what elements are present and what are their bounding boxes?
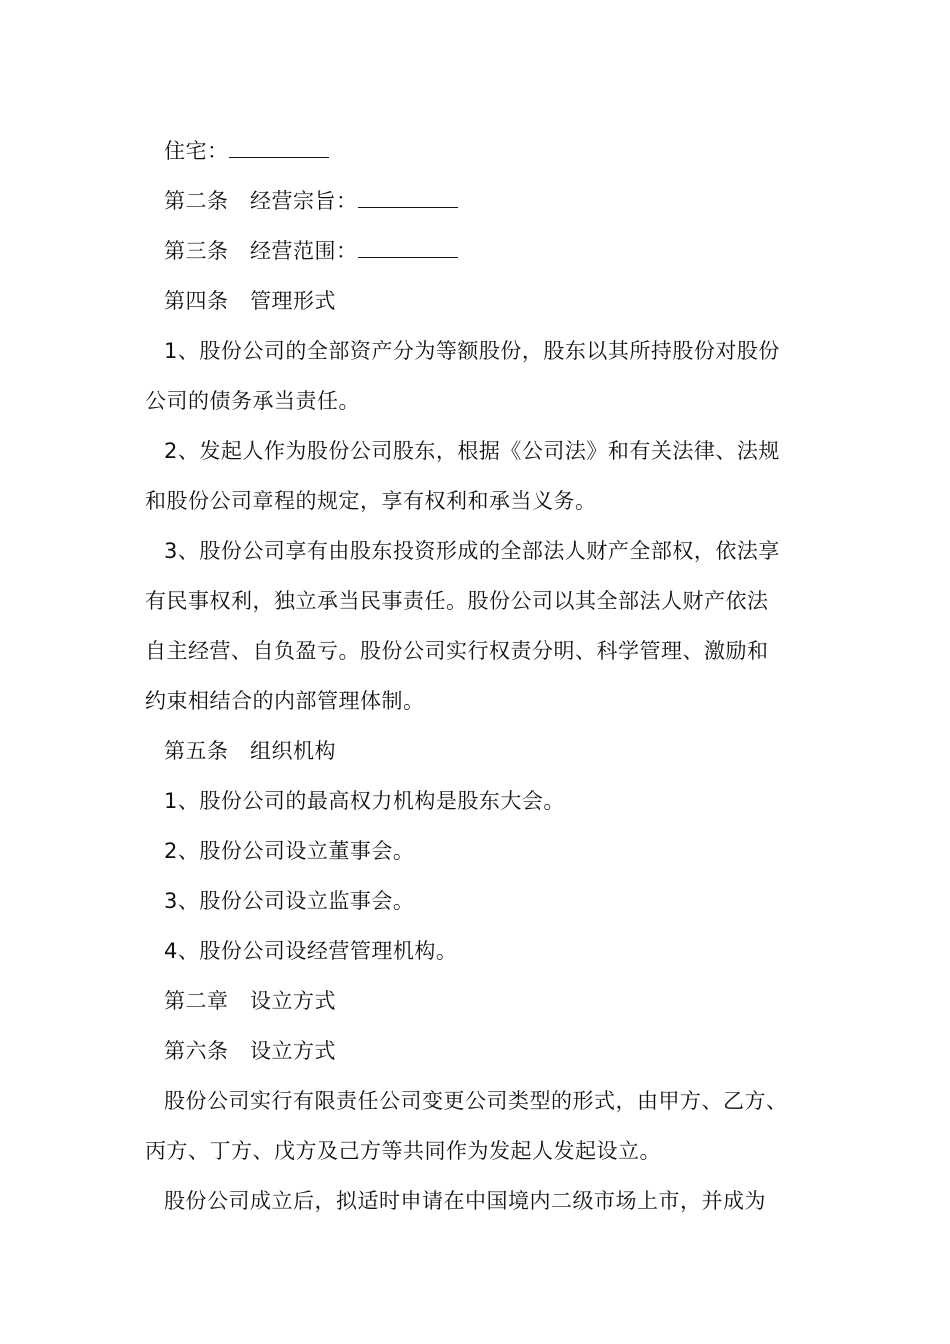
chapter-2-heading: 第二章 设立方式	[164, 989, 336, 1013]
article-2-line	[164, 186, 950, 216]
article-2-blank	[358, 187, 458, 208]
paragraph-line: 2、发起人作为股份公司股东，根据《公司法》和有关法律、法规	[164, 439, 780, 463]
paragraph-line: 公司的债务承当责任。	[145, 389, 360, 413]
residence-label: 住宅：	[164, 139, 229, 163]
list-item: 1、股份公司的最高权力机构是股东大会。	[164, 789, 565, 813]
paragraph-line: 自主经营、自负盈亏。股份公司实行权责分明、科学管理、激励和	[145, 639, 769, 663]
article-6-heading: 第六条 设立方式	[164, 1039, 336, 1063]
residence-blank	[229, 137, 329, 158]
residence-line	[164, 136, 950, 166]
article-3-label: 第三条 经营范围：	[164, 239, 358, 263]
list-item: 2、股份公司设立董事会。	[164, 839, 415, 863]
paragraph-line: 股份公司成立后，拟适时申请在中国境内二级市场上市，并成为	[164, 1189, 766, 1213]
paragraph-line: 有民事权利，独立承当民事责任。股份公司以其全部法人财产依法	[145, 589, 769, 613]
list-item: 3、股份公司设立监事会。	[164, 889, 415, 913]
paragraph-line: 1、股份公司的全部资产分为等额股份，股东以其所持股份对股份	[164, 339, 780, 363]
paragraph-line: 约束相结合的内部管理体制。	[145, 689, 425, 713]
paragraph-line: 丙方、丁方、戊方及己方等共同作为发起人发起设立。	[145, 1139, 661, 1163]
article-2-label: 第二条 经营宗旨：	[164, 189, 358, 213]
article-5-heading: 第五条 组织机构	[164, 739, 336, 763]
article-3-line	[164, 236, 950, 266]
article-3-blank	[358, 237, 458, 258]
article-4-heading: 第四条 管理形式	[164, 289, 336, 313]
paragraph-line: 3、股份公司享有由股东投资形成的全部法人财产全部权，依法享	[164, 539, 780, 563]
list-item: 4、股份公司设经营管理机构。	[164, 939, 458, 963]
paragraph-line: 股份公司实行有限责任公司变更公司类型的形式，由甲方、乙方、	[164, 1089, 788, 1113]
paragraph-line: 和股份公司章程的规定，享有权利和承当义务。	[145, 489, 597, 513]
